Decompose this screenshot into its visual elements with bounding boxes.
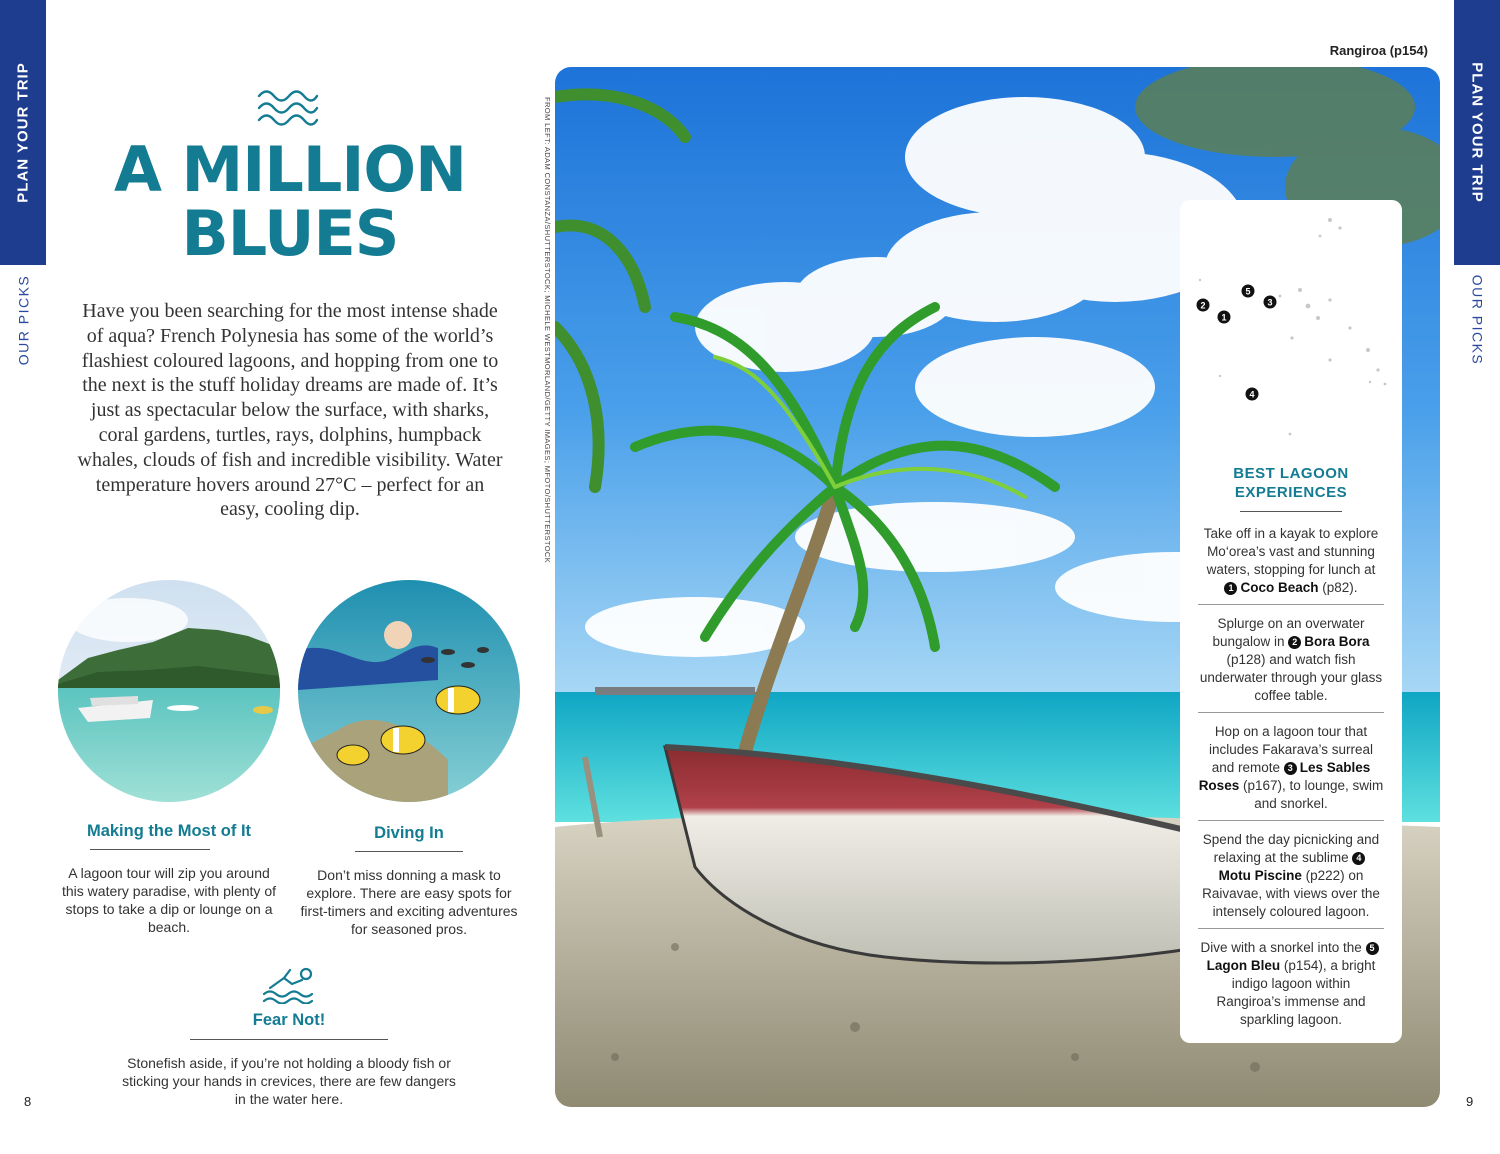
numbered-marker-icon: 5 [1366,942,1379,955]
photo-credit-text: FROM LEFT: ADAM CONSTANZA/SHUTTERSTOCK; MICHELE WESTMORLAND/GETTY IMAGES; MFOTO/SHUTTERSTOCK [543,97,552,564]
card-title-line-2: EXPERIENCES [1234,484,1348,501]
title-line-2: BLUES [181,197,399,270]
item-text-before: Dive with a snorkel into the [1200,940,1366,955]
islands-map [1180,200,1402,450]
svg-text:5: 5 [1245,286,1251,297]
item-text-before: Spend the day picnicking and relaxing at the sublime [1202,832,1380,865]
item-text-after: (p222) on Raivavae, with views over the intensely coloured lagoon. [1202,868,1380,919]
place-name: Les Sables Roses [1198,760,1371,793]
place-name: Coco Beach [1240,580,1319,595]
waves-icon [257,86,319,130]
photo-credit [540,97,554,564]
feature-text-diving-in: Don’t miss donning a mask to explore. There are easy spots for first-timers and exciting adventures for seasoned pros. [300,867,518,937]
feature-text-fear-not: Stonefish aside, if you’re not holding a bloody fish or sticking your hands in crevices, there are few dangers in the water here. [122,1055,456,1107]
card-title-divider [1240,511,1342,512]
numbered-marker-icon: 2 [1288,636,1301,649]
title-line-1: A MILLION [113,133,466,206]
right-subsection-label: OUR PICKS [1469,274,1486,366]
intro-line: the next is the stuff holiday dreams are made of. It’s [82,374,498,397]
page-number-left: 8 [24,1094,32,1109]
numbered-marker-icon: 4 [1352,852,1365,865]
item-text-after: (p154), a bright indigo lagoon within Rangiroa’s immense and sparkling lagoon. [1216,958,1376,1027]
item-text-after: (p128) and watch fish underwater through your glass coffee table. [1199,652,1383,703]
svg-text:1: 1 [1221,312,1227,323]
item-text-after: (p82). [1318,580,1358,595]
item-text-before: Splurge on an overwater bungalow in [1212,616,1365,649]
intro-line: coral gardens, turtles, rays, dolphins, humpback [98,423,482,446]
intro-line: easy, cooling dip. [220,498,360,521]
place-name: Lagon Bleu [1206,958,1281,973]
place-name: Motu Piscine [1218,868,1302,883]
list-divider [1198,604,1384,605]
list-item [1198,723,1384,813]
best-lagoon-card [1180,200,1402,1043]
list-item [1198,615,1384,705]
left-section-label: PLAN YOUR TRIP [14,62,32,203]
card-title-line-1: BEST LAGOON [1233,465,1349,482]
svg-text:2: 2 [1200,300,1206,311]
snorkel-fish-photo [298,580,520,802]
intro-line: flashiest coloured lagoons, and hopping from one to [81,349,499,372]
list-divider [1198,928,1384,929]
list-item [1198,831,1384,921]
right-subsection-tab[interactable] [1454,265,1500,375]
list-item [1198,525,1384,597]
feature-divider [90,849,210,850]
feature-heading-making-the-most: Making the Most of It [86,822,252,840]
numbered-marker-icon: 3 [1284,762,1297,775]
intro-paragraph [60,299,520,522]
numbered-marker-icon [1197,285,1277,401]
svg-text:3: 3 [1267,297,1273,308]
list-divider [1198,712,1384,713]
right-section-tab[interactable] [1454,0,1500,265]
lagoon-boat-photo [58,580,280,802]
item-text-before: Hop on a lagoon tour that includes Fakarava’s surreal and remote [1208,724,1374,775]
left-section-tab[interactable] [0,0,46,265]
left-subsection-label: OUR PICKS [15,274,32,366]
card-title [1180,464,1402,502]
feature-heading-diving-in: Diving In [374,824,444,842]
feature-divider [355,851,463,852]
item-text-after: (p167), to lounge, swim and snorkel. [1239,778,1384,811]
numbered-marker-icon: 1 [1224,582,1237,595]
intro-line: of aqua? French Polynesia has some of the world’s [86,324,494,347]
intro-line: just as spectacular below the surface, with sharks, [90,399,490,422]
feature-divider [190,1039,388,1040]
page-number-right: 9 [1466,1094,1474,1109]
intro-line: whales, clouds of fish and incredible visibility. Water [77,448,503,471]
list-item [1198,939,1384,1029]
list-divider [1198,820,1384,821]
intro-line: Have you been searching for the most intense shade [82,300,498,322]
place-name: Bora Bora [1304,634,1370,649]
svg-text:4: 4 [1249,389,1255,400]
feature-text-making-the-most: A lagoon tour will zip you around this watery paradise, with plenty of stops to take a dip or lounge on a beach. [62,865,276,935]
intro-line: temperature hovers around 27°C – perfect for an [95,473,485,496]
right-section-label: PLAN YOUR TRIP [1468,62,1486,203]
photo-location-reference: Rangiroa (p154) [1329,43,1428,58]
swimmer-icon [262,964,318,1004]
item-text-before: Take off in a kayak to explore Mo‘orea’s vast and stunning waters, stopping for lunch at [1203,526,1379,577]
left-subsection-tab[interactable] [0,265,46,375]
page-title [60,133,520,270]
feature-heading-fear-not: Fear Not! [252,1011,326,1029]
